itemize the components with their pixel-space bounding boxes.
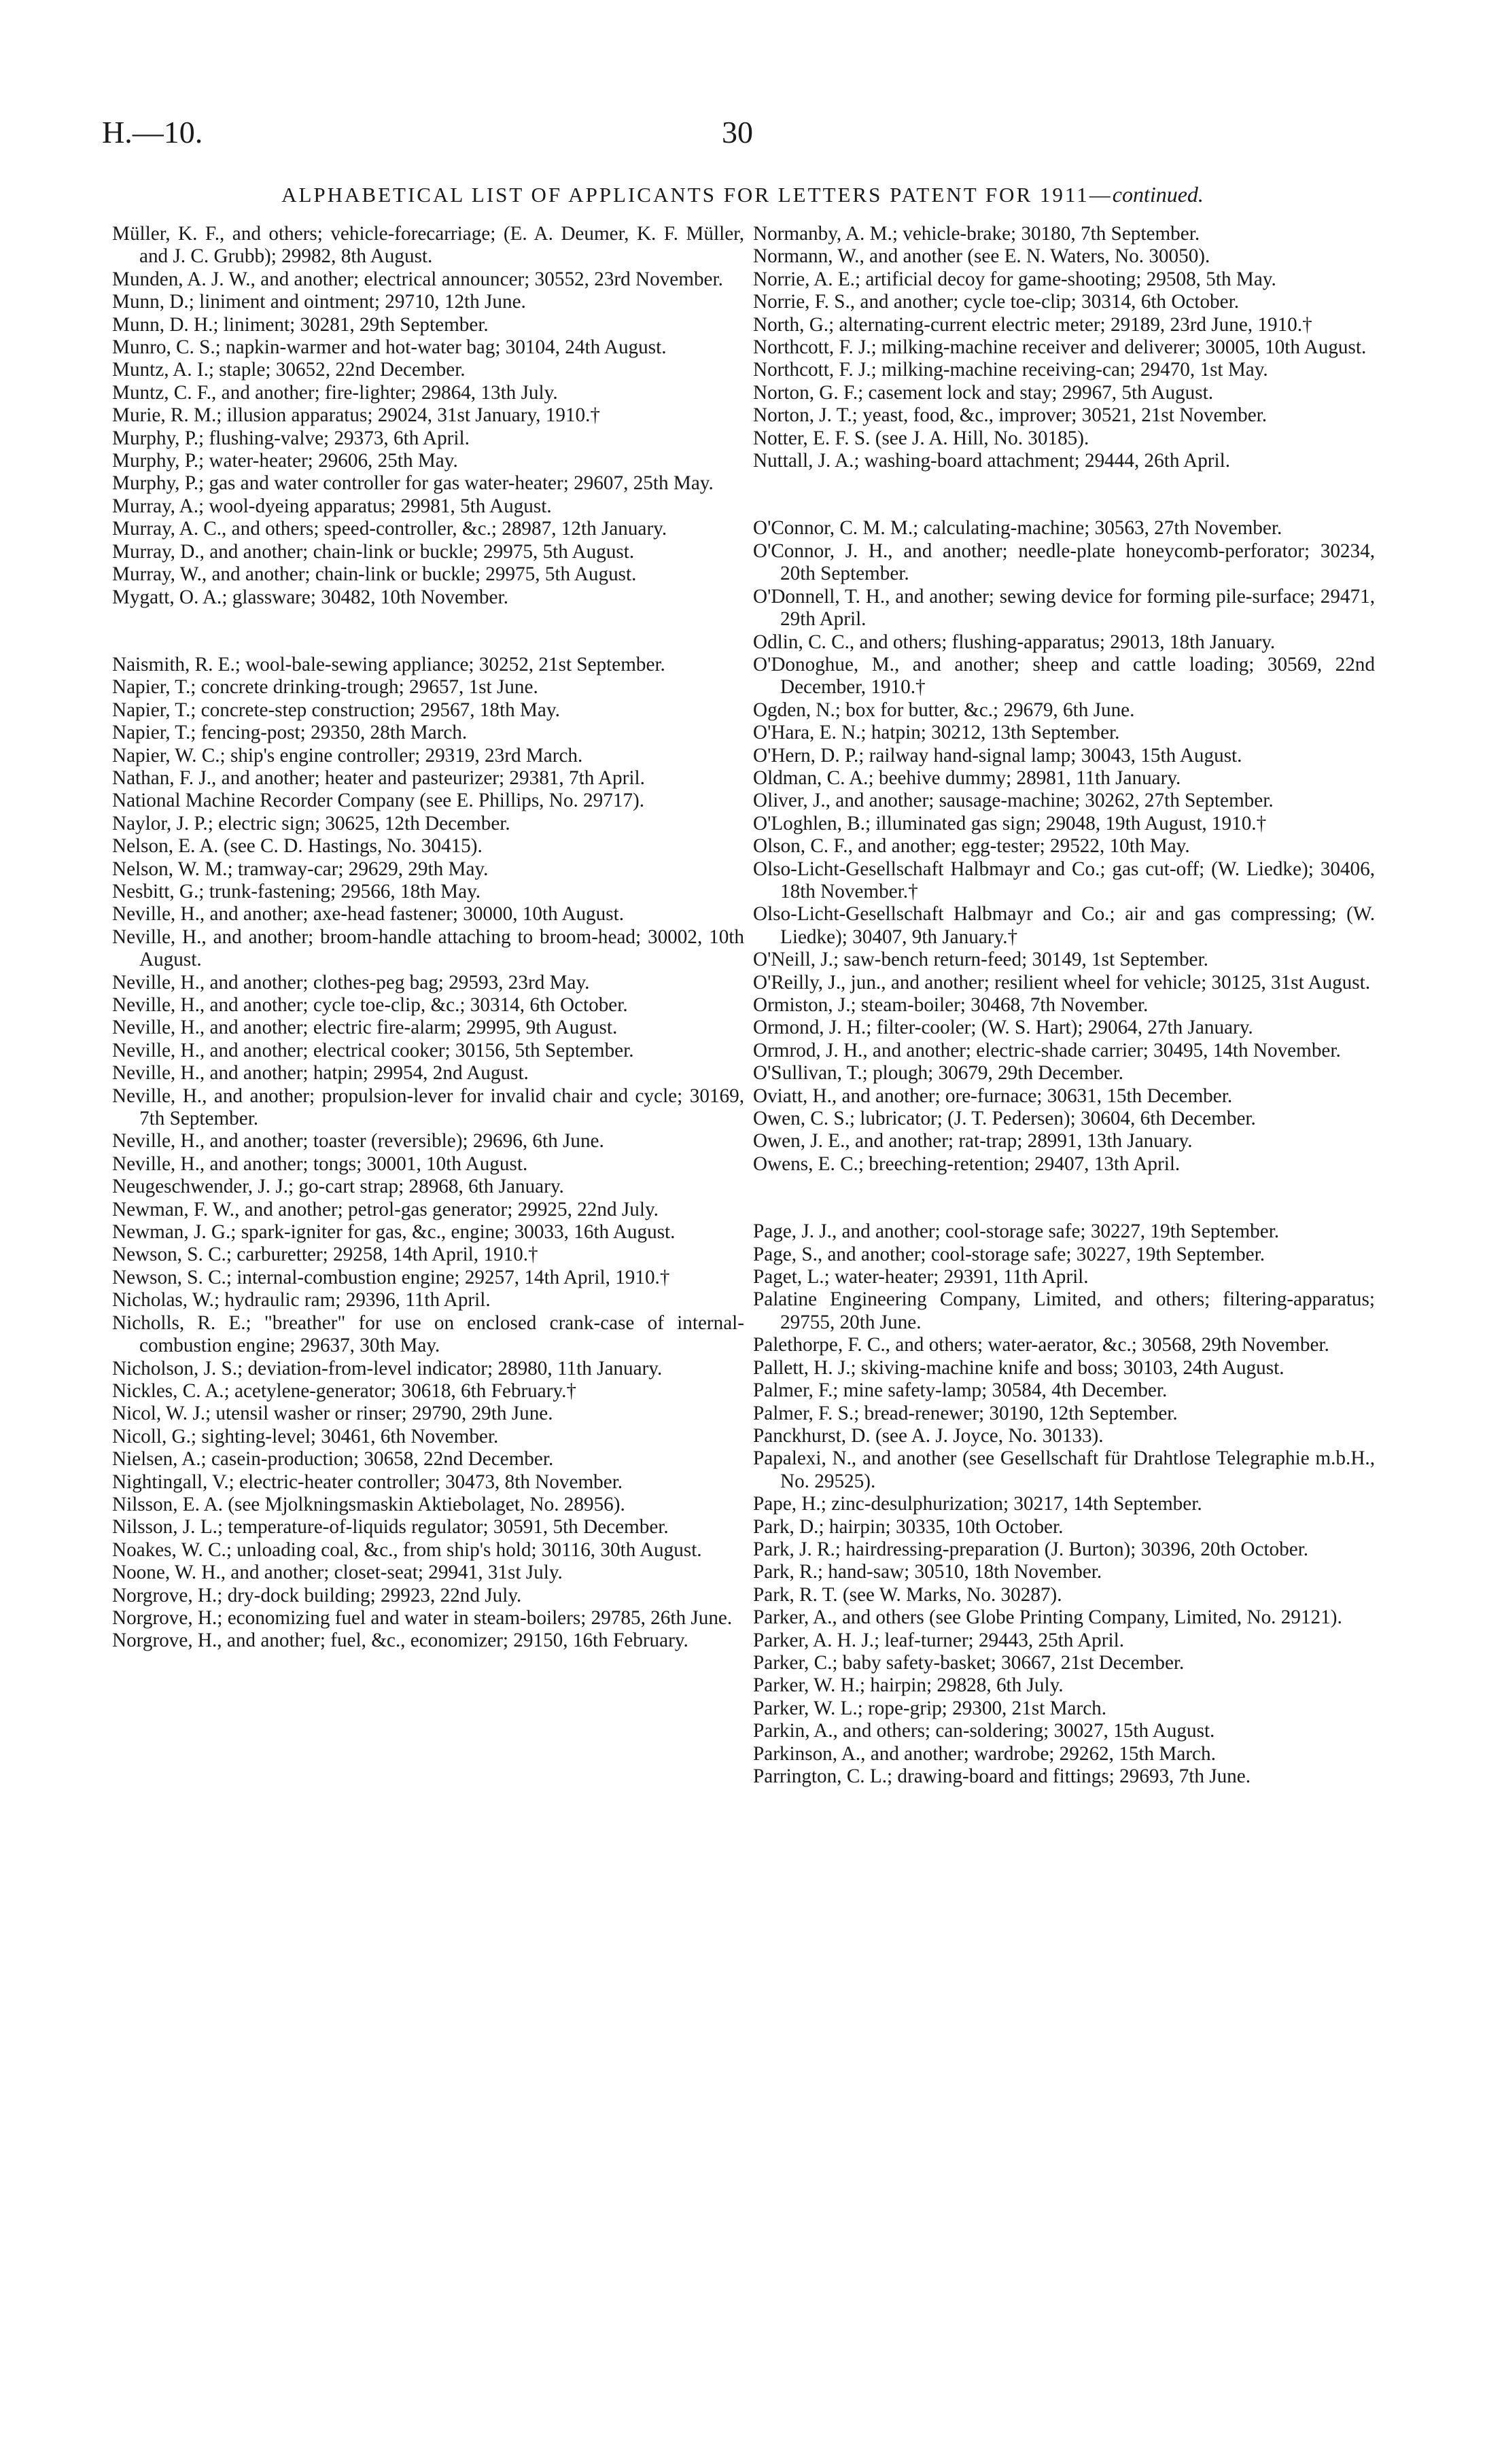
list-item: Mygatt, O. A.; glassware; 30482, 10th November.	[112, 586, 508, 608]
list-item: O'Connor, C. M. M.; calculating-machine; 30563, 27th November.	[753, 517, 1282, 540]
section-gap	[753, 472, 1375, 517]
list-item: Muntz, A. I.; staple; 30652, 22nd December.	[112, 359, 466, 381]
list-item: Neville, H., and another; electric fire-alarm; 29995, 9th August.	[112, 1017, 618, 1039]
list-item: Nicholson, J. S.; deviation-from-level indicator; 28980, 11th January.	[112, 1357, 663, 1379]
list-item: Neville, H., and another; clothes-peg bag; 29593, 23rd May.	[112, 971, 590, 993]
list-item: Northcott, F. J.; milking-machine receiving-can; 29470, 1st May.	[753, 359, 1268, 381]
list-item: Murie, R. M.; illusion apparatus; 29024, 31st January, 1910.†	[112, 404, 601, 427]
list-item: Murray, W., and another; chain-link or buckle; 29975, 5th August.	[112, 563, 637, 586]
list-item: O'Hara, E. N.; hatpin; 30212, 13th September.	[753, 722, 1120, 744]
list-item: Ormond, J. H.; filter-cooler; (W. S. Hart); 29064, 27th January.	[753, 1017, 1253, 1039]
list-item: Norgrove, H., and another; fuel, &c., economizer; 29150, 16th February.	[112, 1630, 688, 1652]
left-column	[112, 223, 744, 1653]
list-item: Ormiston, J.; steam-boiler; 30468, 7th November.	[753, 994, 1149, 1016]
list-item: Napier, T.; fencing-post; 29350, 28th March.	[112, 722, 468, 744]
list-item: Norton, J. T.; yeast, food, &c., improver; 30521, 21st November.	[753, 404, 1268, 427]
list-item: Park, J. R.; hairdressing-preparation (J. Burton); 30396, 20th October.	[753, 1538, 1309, 1560]
list-item: Park, R. T. (see W. Marks, No. 30287).	[753, 1583, 1062, 1606]
list-item: Notter, E. F. S. (see J. A. Hill, No. 30185).	[753, 427, 1089, 449]
list-item: Parkin, A., and others; can-soldering; 30027, 15th August.	[753, 1720, 1215, 1742]
list-item: O'Hern, D. P.; railway hand-signal lamp; 30043, 15th August.	[753, 744, 1242, 767]
list-item: Noakes, W. C.; unloading coal, &c., from ship's hold; 30116, 30th August.	[112, 1538, 702, 1561]
list-item: Newman, F. W., and another; petrol-gas generator; 29925, 22nd July.	[112, 1198, 659, 1220]
section-gap	[753, 1176, 1375, 1220]
list-item: Parker, A. H. J.; leaf-turner; 29443, 25th April.	[753, 1629, 1124, 1651]
list-item: O'Reilly, J., jun., and another; resilient wheel for vehicle; 30125, 31st August.	[753, 971, 1371, 993]
list-item: Murray, D., and another; chain-link or buckle; 29975, 5th August.	[112, 540, 635, 563]
list-item: Pape, H.; zinc-desulphurization; 30217, 14th September.	[753, 1493, 1202, 1515]
list-item: Parkinson, A., and another; wardrobe; 29262, 15th March.	[753, 1742, 1216, 1765]
list-item: Olson, C. F., and another; egg-tester; 29522, 10th May.	[753, 835, 1190, 858]
list-item: O'Donoghue, M., and another; sheep and cattle loading; 30569, 22nd December, 1910.†	[753, 653, 1375, 699]
list-item: Muntz, C. F., and another; fire-lighter; 29864, 13th July.	[112, 381, 558, 404]
list-item: Napier, W. C.; ship's engine controller; 29319, 23rd March.	[112, 744, 583, 767]
list-item: Odlin, C. C., and others; flushing-apparatus; 29013, 18th January.	[753, 631, 1276, 653]
list-item: Parker, A., and others (see Globe Printing Company, Limited, No. 29121).	[753, 1606, 1342, 1629]
list-item: Ormrod, J. H., and another; electric-shade carrier; 30495, 14th November.	[753, 1039, 1341, 1061]
list-item: Normann, W., and another (see E. N. Waters, No. 30050).	[753, 245, 1210, 268]
section-n	[112, 654, 744, 1653]
list-item: Müller, K. F., and others; vehicle-forecarriage; (E. A. Deumer, K. F. Müller, and J. C. Grubb); 29982, 8th August.	[112, 223, 744, 268]
list-item: Noone, W. H., and another; closet-seat; 29941, 31st July.	[112, 1562, 563, 1584]
list-item: Murray, A. C., and others; speed-controller, &c.; 28987, 12th January.	[112, 518, 667, 540]
list-item: North, G.; alternating-current electric meter; 29189, 23rd June, 1910.†	[753, 313, 1312, 336]
list-item: Oviatt, H., and another; ore-furnace; 30631, 15th December.	[753, 1085, 1233, 1107]
list-item: O'Neill, J.; saw-bench return-feed; 30149, 1st September.	[753, 949, 1208, 971]
list-item: Neville, H., and another; cycle toe-clip, &c.; 30314, 6th October.	[112, 994, 628, 1016]
list-item: Parrington, C. L.; drawing-board and fittings; 29693, 7th June.	[753, 1765, 1251, 1787]
section-gap	[112, 609, 744, 654]
list-item: O'Connor, J. H., and another; needle-plate honeycomb-perforator; 30234, 20th September.	[753, 540, 1375, 585]
list-item: Nathan, F. J., and another; heater and pasteurizer; 29381, 7th April.	[112, 767, 645, 789]
list-item: Nicholas, W.; hydraulic ram; 29396, 11th April.	[112, 1289, 491, 1312]
list-item: Napier, T.; concrete drinking-trough; 29657, 1st June.	[112, 676, 538, 699]
list-item: Nelson, W. M.; tramway-car; 29629, 29th May.	[112, 858, 489, 880]
list-item: Newson, S. C.; internal-combustion engine; 29257, 14th April, 1910.†	[112, 1266, 670, 1288]
list-item: Norton, G. F.; casement lock and stay; 29967, 5th August.	[753, 381, 1214, 404]
list-item: Neville, H., and another; tongs; 30001, 10th August.	[112, 1152, 528, 1175]
list-item: Oliver, J., and another; sausage-machine; 30262, 27th September.	[753, 790, 1274, 812]
list-item: Neugeschwender, J. J.; go-cart strap; 28968, 6th January.	[112, 1176, 564, 1198]
list-item: Normanby, A. M.; vehicle-brake; 30180, 7th September.	[753, 223, 1200, 245]
list-item: Nightingall, V.; electric-heater controller; 30473, 8th November.	[112, 1471, 623, 1493]
list-item: Owen, J. E., and another; rat-trap; 28991, 13th January.	[753, 1130, 1193, 1152]
list-item: Owen, C. S.; lubricator; (J. T. Pedersen); 30604, 6th December.	[753, 1108, 1256, 1130]
list-item: Neville, H., and another; toaster (reversible); 29696, 6th June.	[112, 1130, 604, 1152]
list-item: Page, J. J., and another; cool-storage safe; 30227, 19th September.	[753, 1220, 1280, 1243]
list-item: Parker, C.; baby safety-basket; 30667, 21st December.	[753, 1651, 1185, 1674]
list-item: Park, D.; hairpin; 30335, 10th October.	[753, 1515, 1064, 1538]
list-item: Page, S., and another; cool-storage safe; 30227, 19th September.	[753, 1243, 1265, 1265]
list-item: Nesbitt, G.; trunk-fastening; 29566, 18th May.	[112, 880, 481, 902]
list-item: Palatine Engineering Company, Limited, and others; filtering-apparatus; 29755, 20th June.	[753, 1288, 1375, 1333]
list-item: Neville, H., and another; broom-handle attaching to broom-head; 30002, 10th August.	[112, 926, 744, 971]
list-item: Paget, L.; water-heater; 29391, 11th April.	[753, 1266, 1089, 1288]
list-item: National Machine Recorder Company (see E. Phillips, No. 29717).	[112, 790, 645, 812]
list-item: Norrie, F. S., and another; cycle toe-clip; 30314, 6th October.	[753, 291, 1240, 313]
page-title-main: ALPHABETICAL LIST OF APPLICANTS FOR LETTERS PATENT FOR 1911—	[281, 183, 1113, 207]
list-item: O'Donnell, T. H., and another; sewing device for forming pile-surface; 29471, 29th April.	[753, 585, 1375, 631]
list-item: Murphy, P.; gas and water controller for gas water-heater; 29607, 25th May.	[112, 472, 714, 495]
list-item: O'Loghlen, B.; illuminated gas sign; 29048, 19th August, 1910.†	[753, 812, 1267, 834]
list-item: Nicol, W. J.; utensil washer or rinser; 29790, 29th June.	[112, 1403, 553, 1425]
section-p	[753, 1220, 1375, 1788]
list-item: Nelson, E. A. (see C. D. Hastings, No. 30415).	[112, 835, 483, 858]
section-m	[112, 223, 744, 609]
list-item: Munden, A. J. W., and another; electrical announcer; 30552, 23rd November.	[112, 268, 723, 290]
list-item: Neville, H., and another; propulsion-lever for invalid chair and cycle; 30169, 7th September.	[112, 1085, 744, 1130]
list-item: Murray, A.; wool-dyeing apparatus; 29981, 5th August.	[112, 495, 552, 517]
list-item: Papalexi, N., and another (see Gesellschaft für Drahtlose Telegraphie m.b.H., No. 29525).	[753, 1447, 1375, 1492]
list-item: Murphy, P.; water-heater; 29606, 25th May.	[112, 450, 458, 472]
list-item: Panckhurst, D. (see A. J. Joyce, No. 30133).	[753, 1424, 1104, 1447]
list-item: Naismith, R. E.; wool-bale-sewing appliance; 30252, 21st September.	[112, 653, 665, 675]
section-n-continued	[753, 223, 1375, 472]
list-item: Munn, D.; liniment and ointment; 29710, 12th June.	[112, 291, 526, 313]
section-o	[753, 517, 1375, 1176]
list-item: Norgrove, H.; dry-dock building; 29923, 22nd July.	[112, 1584, 522, 1606]
page-number: 30	[722, 115, 753, 149]
list-item: Norrie, A. E.; artificial decoy for game-shooting; 29508, 5th May.	[753, 268, 1276, 290]
list-item: Palmer, F. S.; bread-renewer; 30190, 12th September.	[753, 1402, 1178, 1424]
list-item: Nuttall, J. A.; washing-board attachment; 29444, 26th April.	[753, 450, 1231, 472]
list-item: Munro, C. S.; napkin-warmer and hot-water bag; 30104, 24th August.	[112, 336, 667, 359]
list-item: Parker, W. L.; rope-grip; 29300, 21st March.	[753, 1697, 1107, 1719]
list-item: Neville, H., and another; electrical cooker; 30156, 5th September.	[112, 1039, 634, 1061]
list-item: Northcott, F. J.; milking-machine receiver and deliverer; 30005, 10th August.	[753, 336, 1367, 359]
list-item: Park, R.; hand-saw; 30510, 18th November.	[753, 1561, 1102, 1583]
list-item: Naylor, J. P.; electric sign; 30625, 12th December.	[112, 812, 510, 834]
page-title-continued: continued.	[1112, 182, 1204, 207]
list-item: Parker, W. H.; hairpin; 29828, 6th July.	[753, 1674, 1064, 1697]
list-item: Neville, H., and another; axe-head fastener; 30000, 10th August.	[112, 903, 624, 926]
list-item: Ogden, N.; box for butter, &c.; 29679, 6th June.	[753, 699, 1135, 721]
document-code: H.—10.	[102, 115, 203, 149]
list-item: Palmer, F.; mine safety-lamp; 30584, 4th December.	[753, 1379, 1168, 1402]
list-item: Nilsson, J. L.; temperature-of-liquids regulator; 30591, 5th December.	[112, 1516, 669, 1538]
right-column	[753, 223, 1375, 1788]
list-item: Newman, J. G.; spark-igniter for gas, &c., engine; 30033, 16th August.	[112, 1221, 676, 1244]
list-item: Nielsen, A.; casein-production; 30658, 22nd December.	[112, 1448, 554, 1471]
list-item: Neville, H., and another; hatpin; 29954, 2nd August.	[112, 1062, 529, 1085]
list-item: Oldman, C. A.; beehive dummy; 28981, 11th January.	[753, 767, 1181, 789]
list-item: Nicholls, R. E.; "breather" for use on enclosed crank-case of internal-combustion engine; 29637, 30th May.	[112, 1312, 744, 1357]
list-item: Murphy, P.; flushing-valve; 29373, 6th April.	[112, 427, 470, 449]
page-title	[0, 182, 1485, 207]
list-item: Napier, T.; concrete-step construction; 29567, 18th May.	[112, 699, 560, 721]
list-item: O'Sullivan, T.; plough; 30679, 29th December.	[753, 1062, 1123, 1085]
list-item: Nickles, C. A.; acetylene-generator; 30618, 6th February.†	[112, 1379, 576, 1402]
list-item: Newson, S. C.; carburetter; 29258, 14th April, 1910.†	[112, 1244, 538, 1266]
list-item: Olso-Licht-Gesellschaft Halbmayr and Co.; air and gas compressing; (W. Liedke); 30407, 9th January.†	[753, 903, 1375, 948]
list-item: Pallett, H. J.; skiving-machine knife and boss; 30103, 24th August.	[753, 1356, 1285, 1379]
list-item: Nilsson, E. A. (see Mjolkningsmaskin Aktiebolaget, No. 28956).	[112, 1493, 625, 1515]
list-item: Owens, E. C.; breeching-retention; 29407, 13th April.	[753, 1152, 1181, 1175]
list-item: Nicoll, G.; sighting-level; 30461, 6th November.	[112, 1425, 499, 1447]
list-item: Palethorpe, F. C., and others; water-aerator, &c.; 30568, 29th November.	[753, 1334, 1329, 1356]
list-item: Norgrove, H.; economizing fuel and water in steam-boilers; 29785, 26th June.	[112, 1606, 733, 1629]
list-item: Munn, D. H.; liniment; 30281, 29th September.	[112, 313, 489, 336]
list-item: Olso-Licht-Gesellschaft Halbmayr and Co.; gas cut-off; (W. Liedke); 30406, 18th November.†	[753, 858, 1375, 902]
